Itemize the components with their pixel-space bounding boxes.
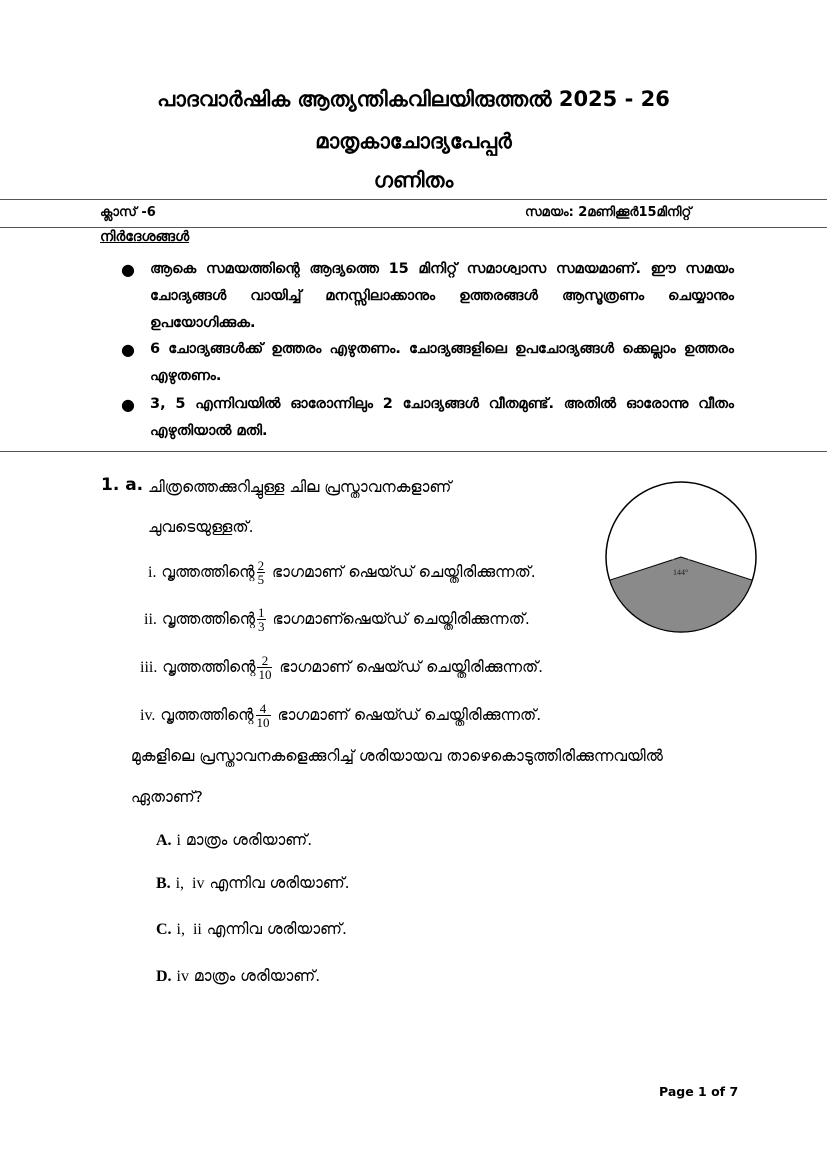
angle-label: 144° xyxy=(673,568,689,577)
fraction-numerator: 2 xyxy=(261,653,269,668)
question-stem-line2: ചുവടെയുള്ളത്. xyxy=(148,518,254,536)
statement-roman: ii. xyxy=(144,611,157,628)
option-a xyxy=(156,829,312,852)
top-divider xyxy=(0,199,827,200)
fraction-numerator: 4 xyxy=(259,701,267,716)
statement-suffix: ഭാഗമാണ് ഷെയ്ഡ് ചെയ്തിരിക്കുന്നത്. xyxy=(277,706,542,724)
option-c xyxy=(156,918,347,941)
fraction-denominator: 10 xyxy=(258,667,272,682)
fraction-denominator: 5 xyxy=(257,572,265,587)
statement-prefix: വൃത്തത്തിന്റെ xyxy=(160,706,254,724)
time-label: സമയം: 2മണിക്കൂർ15മിനിറ്റ് xyxy=(525,205,692,220)
question-prompt-line1: മുകളിലെ പ്രസ്താവനകളെക്കുറിച്ച് ശരിയായവ താഴെകൊടുത്തിരിക്കുന്നവയിൽ xyxy=(131,747,663,765)
option-label: i xyxy=(176,832,181,849)
statement-prefix: വൃത്തത്തിന്റെ xyxy=(161,610,256,628)
instruction-item-1 xyxy=(121,256,734,337)
exam-title: പാദവാർഷിക ആത്യന്തികവിലയിരുത്തൽ 2025 - 26 xyxy=(157,87,670,111)
option-text: എന്നിവ ശരിയാണ്. xyxy=(209,874,350,892)
paper-type: മാതൃകാചോദ്യപേപ്പർ xyxy=(315,129,512,153)
fraction xyxy=(257,559,266,586)
statement-prefix: വൃത്തത്തിന്റെ xyxy=(162,658,256,676)
bullet-icon: ● xyxy=(121,395,135,414)
statement-1 xyxy=(148,559,536,586)
option-letter: C. xyxy=(156,921,172,938)
statement-suffix: ഭാഗമാണ് ഷെയ്ഡ് ചെയ്തിരിക്കുന്നത്. xyxy=(272,563,536,581)
question-stem-line1: ചിത്രത്തെക്കുറിച്ചുള്ള ചില പ്രസ്താവനകളാണ് xyxy=(148,478,452,496)
option-letter: D. xyxy=(156,968,172,985)
option-d xyxy=(156,965,320,988)
fraction xyxy=(256,702,271,729)
statement-prefix: വൃത്തത്തിന്റെ xyxy=(161,563,255,581)
statement-roman: iii. xyxy=(140,659,158,676)
bullet-icon: ● xyxy=(121,260,135,279)
statement-roman: iv. xyxy=(140,707,156,724)
option-text: എന്നിവ ശരിയാണ്. xyxy=(206,920,347,938)
instruction-text: 6 ചോദ്യങ്ങൾക്ക് ഉത്തരം എഴുതണം. ചോദ്യങ്ങളിലെ ഉപചോദ്യങ്ങൾ ക്കെല്ലാം ഉത്തരം എഴുതണം. xyxy=(150,341,734,384)
option-b xyxy=(156,872,350,895)
fraction-denominator: 10 xyxy=(256,715,270,730)
statement-suffix: ഭാഗമാണ് ഷെയ്ഡ് ചെയ്തിരിക്കുന്നത്. xyxy=(279,658,544,676)
statement-roman: i. xyxy=(148,564,157,581)
bullet-icon: ● xyxy=(121,340,135,359)
statement-suffix: ഭാഗമാണ്ഷെയ്ഡ് ചെയ്തിരിക്കുന്നത്. xyxy=(272,610,530,628)
question-number: 1. a. xyxy=(101,475,144,495)
option-text: മാത്രം ശരിയാണ്. xyxy=(185,831,313,849)
instructions-divider xyxy=(0,451,827,452)
circle-figure xyxy=(600,476,762,638)
option-label: iv xyxy=(176,968,189,985)
fraction-numerator: 1 xyxy=(258,605,265,620)
instructions-heading: നിർദേശങ്ങൾ xyxy=(100,229,190,245)
question-prompt-line2: ഏതാണ്? xyxy=(131,788,203,806)
header-divider xyxy=(0,227,827,228)
option-text: മാത്രം ശരിയാണ്. xyxy=(193,967,321,985)
statement-4 xyxy=(140,702,541,729)
fraction xyxy=(257,606,266,633)
statement-3 xyxy=(140,654,543,681)
fraction-numerator: 2 xyxy=(257,558,265,573)
statement-2 xyxy=(144,606,530,633)
option-letter: A. xyxy=(156,832,172,849)
subject-title: ഗണിതം xyxy=(373,168,454,192)
instruction-text: ആകെ സമയത്തിന്റെ ആദ്യത്തെ 15 മിനിറ്റ് സമാശ്വാസ സമയമാണ്. ഈ സമയം ചോദ്യങ്ങൾ വായിച്ച് മനസ്സിലാക്കാനും ഉത്തരങ്ങൾ ആസൂത്രണം ചെയ്യാനും ഉപയോഗിക്കുക. xyxy=(150,261,734,331)
class-label: ക്ലാസ് -6 xyxy=(100,205,156,220)
instruction-item-3 xyxy=(121,391,734,445)
option-label: i, iv xyxy=(175,875,205,892)
option-letter: B. xyxy=(156,875,171,892)
instruction-text: 3, 5 എന്നിവയിൽ ഓരോന്നിലും 2 ചോദ്യങ്ങൾ വീതമുണ്ട്. അതിൽ ഓരോന്നു വീതം എഴുതിയാൽ മതി. xyxy=(150,396,734,439)
fraction-denominator: 3 xyxy=(258,619,265,634)
page-number: Page 1 of 7 xyxy=(659,1084,739,1099)
fraction xyxy=(257,654,272,681)
instruction-item-2 xyxy=(121,336,734,390)
option-label: i, ii xyxy=(176,921,202,938)
